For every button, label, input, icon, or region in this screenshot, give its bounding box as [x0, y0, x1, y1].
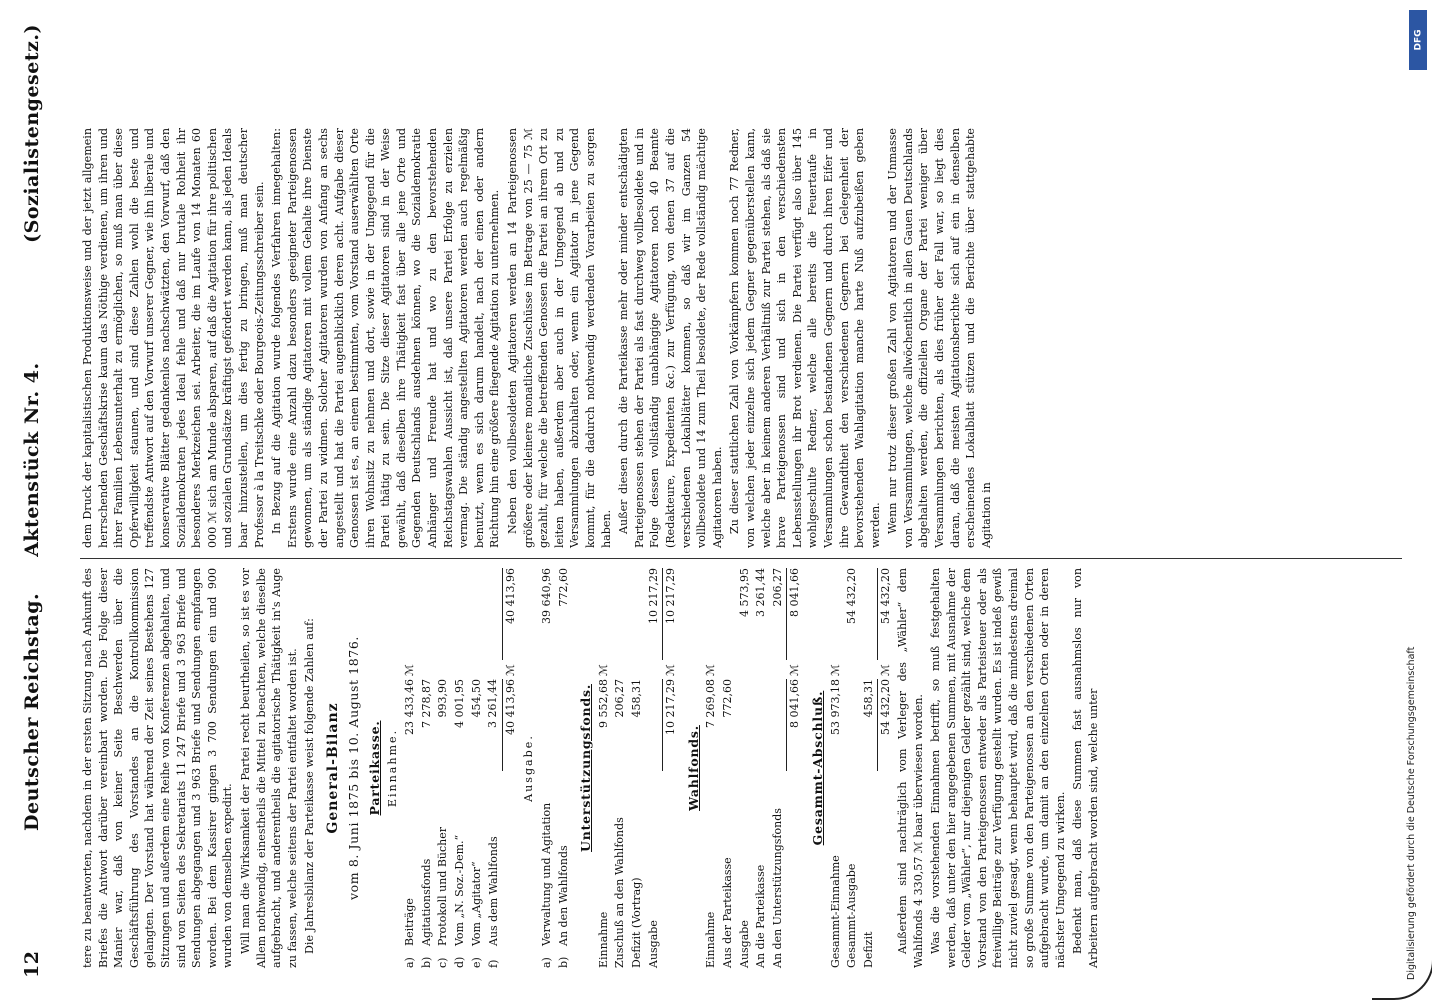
paragraph: Neben den vollbesoldeten Agitatoren werden an 14 Parteigenossen größere oder kleinere monatliche Zuschüsse im Betrage von 25 — 75 ℳ gezahlt, für welche die betreffenden Genossen die Partei an ihrem Ort zu leiten haben, außerdem aber auch in der Umgegend ab und zu Versammlungen abzuhalten oder, wenn ein Agitator in jene Gegend kommt, für die dadurch nothwendig werdenden Vorarbeiten zu sorgen haben.	[506, 128, 613, 548]
table-row: Defizit 458,31	[861, 679, 876, 968]
table-row: Gesammt-Einnahme 53 973,18 ℳ	[828, 664, 842, 968]
table-total-row: 8 041,66 ℳ 8 041,66	[787, 568, 804, 968]
table-row: An die Parteikasse 3 261,44	[754, 568, 768, 968]
table-row: Gesammt-Ausgabe 54 432,20	[845, 568, 859, 968]
header-title: Deutscher Reichstag.	[21, 592, 43, 831]
table-row: Aus der Parteikasse 772,60	[720, 679, 734, 968]
table-row: Defizit (Vortrag) 458,31	[630, 679, 643, 968]
table-subheading: Einnahme.	[385, 728, 399, 808]
paragraph: Will man die Wirksamkeit der Partei recht beurtheilen, so ist es vor Allem nothwendig, einestheils die Mittel zu beachten, welche dieselbe aufgebracht, und anderentheils die agitatorische Thätigkeit in's Auge zu fassen, welche seitens der Partei entfaltet worden ist.	[238, 568, 299, 968]
dfg-logo	[1409, 10, 1427, 70]
header-center	[21, 362, 43, 831]
table-row: Einnahme 9 552,68 ℳ	[596, 664, 610, 968]
table-total-row: 54 432,20 ℳ 54 432,20	[878, 568, 895, 968]
paragraph: tere zu beantworten, nachdem in der ersten Sitzung nach Ankunft des Briefes die Antwort darüber vereinbart worden. Die Folge dieser Manier war, daß von keiner Seite Beschwerden über die Geschäftsführung des Vorstandes an die Kontrollkommission gelangten. Der Vorstand hat während der Zeit seines Bestehens 127 Sitzungen und außerdem eine Reihe von Konferenzen abgehalten, und sind von Seiten des Sekretariats 11 247 Briefe und 3 963 Briefe und Sendungen abgegangen und 3 963 Briefe und Sendungen empfangen worden. Bei dem Kassirer gingen 3 700 Sendungen ein und 900 wurden von demselben expedirt.	[81, 568, 235, 968]
parteikasse-income-table	[402, 568, 519, 968]
table-subheading: Ausgabe.	[522, 734, 536, 802]
parteikasse-expense-table	[539, 568, 572, 968]
table-row: e) Vom „Agitator“ 454,50	[469, 679, 483, 968]
header-subject: (Sozialistengesetz.)	[21, 24, 43, 243]
dfg-credit-text: Digitalisierung gefördert durch die Deutsche Forschungsgemeinschaft	[1406, 646, 1417, 980]
table-heading: Wahlfonds.	[685, 725, 701, 811]
right-column	[80, 128, 1412, 548]
table-row: d) Vom „N. Soz.-Dem.“ 4 001,95	[453, 679, 467, 968]
page-number: 12	[21, 950, 43, 978]
table-heading: Unterstützungsfonds.	[578, 684, 594, 852]
table-row: c) Protokoll und Bücher 993,90	[436, 679, 450, 968]
table-row: An den Unterstützungsfonds 206,27	[770, 568, 785, 968]
paragraph: Außer diesen durch die Parteikasse mehr oder minder entschädigten Parteigenossen stehen der Partei als fast durchweg vollbesoldete und in Folge dessen vollständig unabhängige Agitatoren noch 40 Beamte (Redakteure, Expedienten &c.) zur Verfügung, von denen 37 auf die verschiedenen Lokalblätter kommen, so daß wir im Ganzen 54 vollbesoldete und 14 zum Theil besoldete, der Rede vollständig mächtige Agitatoren haben.	[617, 128, 724, 548]
table-heading: Parteikasse.	[367, 720, 383, 816]
paragraph: In Bezug auf die Agitation wurde folgendes Verfahren innegehalten: Erstens wurde eine Anzahl dazu besonders geeigneter Parteigenossen gewonnen, um als ständige Agitatoren mit vollem Gehalte ihre Dienste der Partei zu widmen. Solcher Agitatoren wurden von Anfang an sechs angestellt und hat die Partei augenblicklich deren acht. Aufgabe dieser Genossen ist es, an einem bestimmten, vom Vorstand auserwählten Orte ihren Wohnsitz zu nehmen und dort, sowie in der Umgegend für die Partei thätig zu sein. Die Sitze dieser Agitatoren sind in der Weise gewählt, daß dieselben ihre Thätigkeit fast über alle jene Orte und Gegenden Deutschlands ausdehnen können, wo die Sozialdemokratie Anhänger und Freunde hat und wo zu den bevorstehenden Reichstagswahlen Aussicht ist, daß unsere Partei Erfolge zu erzielen vermag. Die ständig angestellten Agitatoren werden auch regelmäßig benutzt, wenn es sich darum handelt, nach der einen oder andern Richtung hin eine größere fliegende Agitation zu unternehmen.	[270, 128, 502, 548]
table-row: b) Agitationsfonds 7 278,87	[419, 679, 433, 968]
header-file-label: Aktenstück Nr. 4.	[21, 362, 43, 557]
table-row: Zuschuß an den Wahlfonds 206,27	[613, 679, 627, 968]
table-row: f) Aus dem Wahlfonds 3 261,44	[486, 679, 500, 968]
paragraph: Außerdem sind nachträglich vom Verleger des „Wähler“ dem Wahlfonds 4 330,57 ℳ baar überwiesen worden.	[895, 568, 925, 968]
table-row: b) An den Wahlfonds 772,60	[556, 568, 570, 968]
paragraph: Bedenkt man, daß diese Summen fast ausnahmslos nur von Arbeitern aufgebracht worden sind, welche unter	[1071, 568, 1101, 968]
paragraph: Was die vorstehenden Einnahmen betrifft, so muß festgehalten werden, daß unter den hier angegebenen Summen, mit Ausnahme der Gelder vom „Wähler“, nur diejenigen Gelder gezählt sind, welche dem Vorstand von den Parteigenossen entweder als Parteisteuer oder als freiwillige Beiträge zur Verfügung gestellt wurden. Es ist indeß gewiß nicht zuviel gesagt, wenn behauptet wird, daß die mindestens dreimal so große Summe von den Parteigenossen an den verschiedenen Orten aufgebracht wurde, um damit an den einzelnen Orten oder in deren nächster Umgegend zu wirken.	[929, 568, 1067, 968]
table-row: a) Beiträge 23 433,46 ℳ	[403, 664, 417, 968]
running-header	[14, 24, 50, 978]
balance-title: General-Bilanz	[324, 702, 341, 834]
unterstuetzungsfonds-table	[596, 568, 680, 968]
left-column	[80, 568, 1412, 968]
table-heading: Gesammt-Abschluß.	[809, 690, 825, 846]
table-row: Ausgabe 4 573,95	[737, 568, 751, 968]
balance-period: vom 8. Juni 1875 bis 10. August 1876.	[345, 636, 361, 900]
table-row: a) Verwaltung und Agitation 39 640,96	[540, 568, 554, 968]
table-row: Einnahme 7 269,08 ℳ	[704, 664, 718, 968]
table-total-row: 40 413,96 ℳ 40 413,96	[502, 568, 519, 968]
paragraph: dem Druck der kapitalistischen Produktionsweise und der jetzt allgemein herrschenden Geschäftskrise kaum das Nöthige verdienen, um ihren und ihrer Familien Lebensunterhalt zu ermöglichen, so muß man über diese Opferwilligkeit staunen, und sind diese Zahlen wohl die beste und treffendste Antwort auf den Vorwurf unserer Gegner, wie ihn liberale und konservative Blätter gedankenlos nachschwätzten, den Vorwurf, daß den Sozialdemokraten jedes Ideal fehle und daß nur brutale Rohheit ihr besonderes Merkzeichen sei. Arbeiter, die im Laufe von 14 Monaten 60 000 ℳ sich am Munde absparen, auf daß die Agitation für ihre politischen und sozialen Grundsätze kräftigst gefördert werden kann, als jeden Ideals baar hinzustellen, um dies fertig zu bringen, muß man deutscher Professor à la Treitschke oder Bourgeois-Zeitungsschreiber sein.	[81, 128, 266, 548]
table-total-row: 10 217,29 ℳ 10 217,29	[663, 568, 680, 968]
column-rule	[80, 558, 1402, 559]
table-row: Ausgabe 10 217,29	[646, 568, 661, 968]
paragraph: Zu dieser stattlichen Zahl von Vorkämpfern kommen noch 77 Redner, von welchen jeder einzelne sich jedem Gegner gegenüberstellen kann, welche aber in keinem anderen Verhältniß zur Partei stehen, als daß sie brave Parteigenossen sind und sich in den verschiedensten Lebensstellungen ihr Brot verdienen. Die Partei verfügt also über 145 wohlgeschulte Redner, welche alle bereits die Feuertaufe in Versammlungen schon bestandenen Gegnern und durch ihren Eifer und ihre Gewandtheit den verschiedenen Gegnern bei Gelegenheit der bevorstehenden Wahlagitation manche harte Nuß aufzubeißen geben werden.	[728, 128, 882, 548]
wahlfonds-table	[703, 568, 804, 968]
gesamt-table	[828, 568, 895, 968]
paragraph: Die Jahresbilanz der Parteikasse weist folgende Zahlen auf:	[303, 618, 317, 954]
dfg-logo-text: DFG	[1413, 29, 1424, 51]
paragraph: Wenn nur trotz dieser großen Zahl von Agitatoren und der Unmasse von Versammlungen, welche allwöchentlich in allen Gauen Deutschlands abgehalten werden, die offiziellen Organe der Partei weniger über Versammlungen berichten, als dies früher der Fall war, so liegt dies daran, daß die meisten Agitationsberichte sich auf ein in denselben erscheinendes Lokalblatt stützen und die Berichte über stattgehabte Agitation in	[886, 128, 993, 548]
